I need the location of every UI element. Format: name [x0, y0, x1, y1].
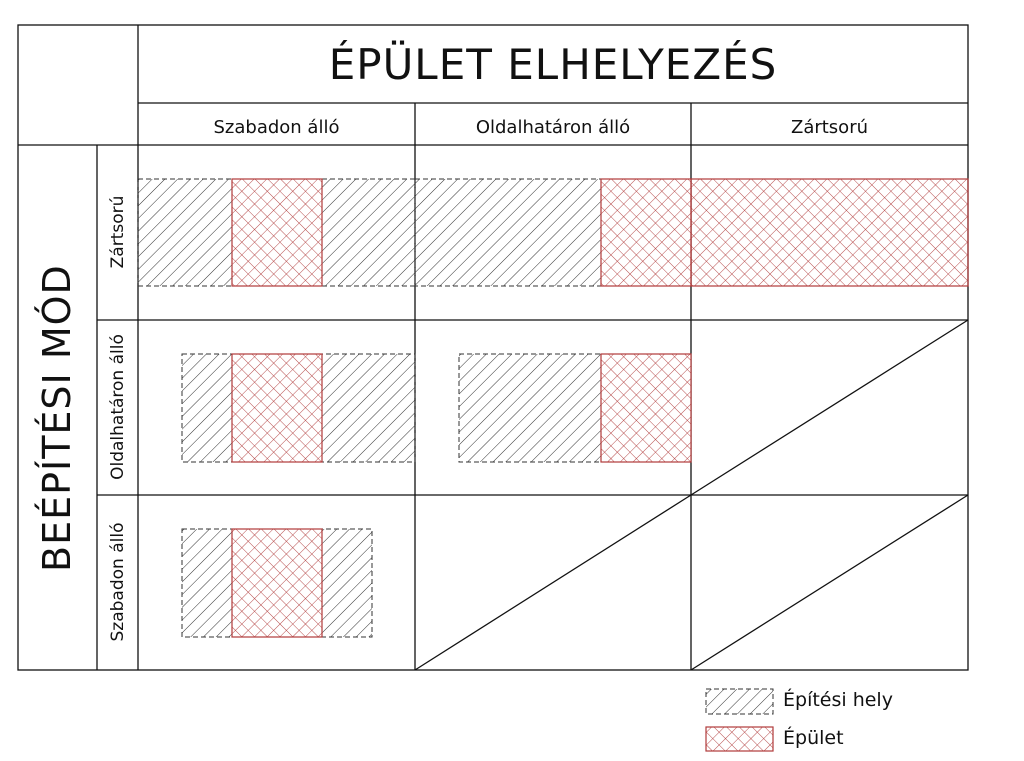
cell-szabadon-szabadon — [182, 529, 372, 637]
building-area — [232, 179, 322, 286]
cell-zartsoru-oldalhataron — [415, 179, 691, 286]
legend-building-label: Épület — [783, 727, 844, 749]
cell-oldalhataron-szabadon — [182, 354, 415, 462]
legend-site-label: Építési hely — [783, 689, 893, 711]
building-area — [232, 354, 322, 462]
diagram-title: ÉPÜLET ELHELYEZÉS — [328, 40, 778, 89]
column-header-oldalhataron: Oldalhatáron álló — [475, 117, 631, 138]
row-axis-title: BEÉPÍTÉSI MÓD — [35, 264, 79, 572]
building-area — [601, 354, 691, 462]
building-area — [601, 179, 691, 286]
cell-zartsoru-szabadon — [138, 179, 415, 286]
row-label-szabadon: Szabadon álló — [108, 522, 128, 642]
na-diagonal — [691, 495, 968, 670]
cell-zartsoru-zartsoru — [691, 179, 968, 286]
legend-site-swatch — [706, 689, 773, 714]
row-label-oldalhataron: Oldalhatáron álló — [108, 334, 128, 480]
column-header-zartsoru: Zártsorú — [790, 117, 869, 138]
na-diagonal — [415, 495, 691, 670]
building-area — [232, 529, 322, 637]
row-label-zartsoru: Zártsorú — [108, 195, 128, 269]
building-area — [691, 179, 968, 286]
cell-oldalhataron-oldalhataron — [459, 354, 691, 462]
column-header-szabadon: Szabadon álló — [213, 117, 340, 138]
na-diagonal — [691, 320, 968, 495]
legend-building-swatch — [706, 727, 773, 751]
